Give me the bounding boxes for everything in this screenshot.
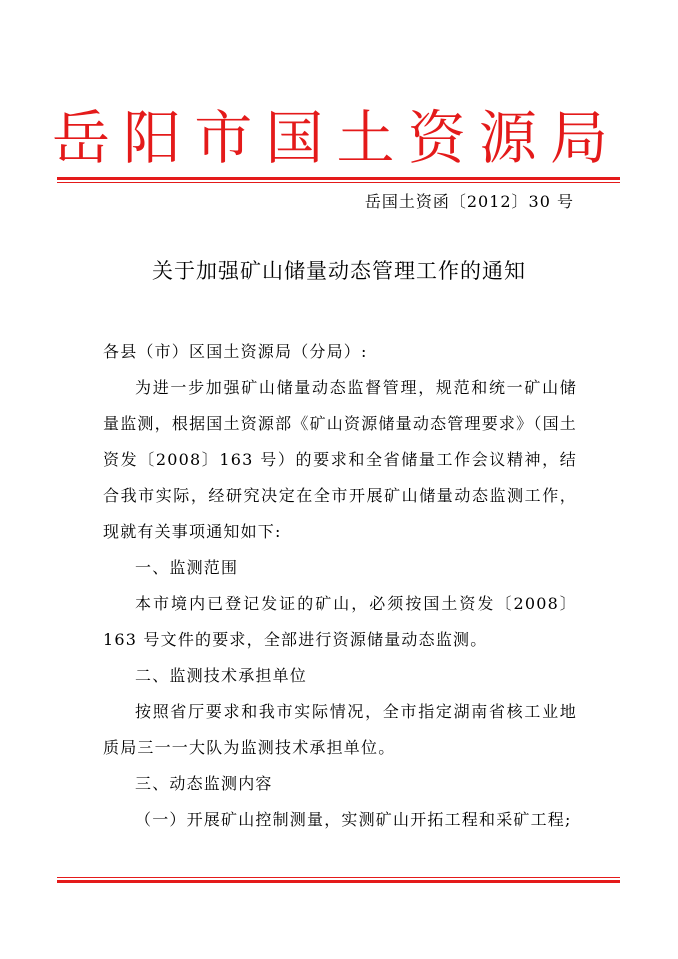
body-paragraph: 为进一步加强矿山储量动态监督管理，规范和统一矿山储量监测，根据国土资源部《矿山资源储量动态管理要求》（国土资发〔2008〕163 号）的要求和全省储量工作会议精神，结合我市实际，经研究决定在全市开展矿山储量动态监测工作，现就有关事项通知如下: <box>103 378 577 541</box>
header-divider-thick <box>57 177 620 180</box>
document-title: 关于加强矿山储量动态管理工作的通知 <box>152 259 526 283</box>
footer-divider-thin <box>57 877 620 878</box>
issuing-authority-header <box>50 104 610 172</box>
header-char: 资 <box>407 104 466 172</box>
header-char: 源 <box>478 104 537 172</box>
header-char: 岳 <box>51 104 110 172</box>
document-number: 岳国土资函〔2012〕30 号 <box>364 192 574 211</box>
header-char: 土 <box>336 104 395 172</box>
footer-divider-thick <box>57 880 620 883</box>
body-paragraph: （一）开展矿山控制测量，实测矿山开拓工程和采矿工程; <box>135 810 572 829</box>
section-heading: 二、监测技术承担单位 <box>135 666 308 685</box>
section-heading: 一、监测范围 <box>135 558 239 577</box>
section-heading: 三、动态监测内容 <box>135 774 273 793</box>
header-char: 阳 <box>123 104 182 172</box>
header-char: 局 <box>549 104 608 172</box>
document-body <box>103 334 577 838</box>
header-divider-thin <box>57 182 620 183</box>
header-char: 国 <box>265 104 324 172</box>
header-char: 市 <box>194 104 253 172</box>
body-paragraph: 本市境内已登记发证的矿山，必须按国土资发〔2008〕163 号文件的要求，全部进行资源储量动态监测。 <box>103 594 577 649</box>
salutation: 各县（市）区国土资源局（分局）: <box>103 342 368 361</box>
body-paragraph: 按照省厅要求和我市实际情况，全市指定湖南省核工业地质局三一一大队为监测技术承担单位。 <box>103 702 577 757</box>
